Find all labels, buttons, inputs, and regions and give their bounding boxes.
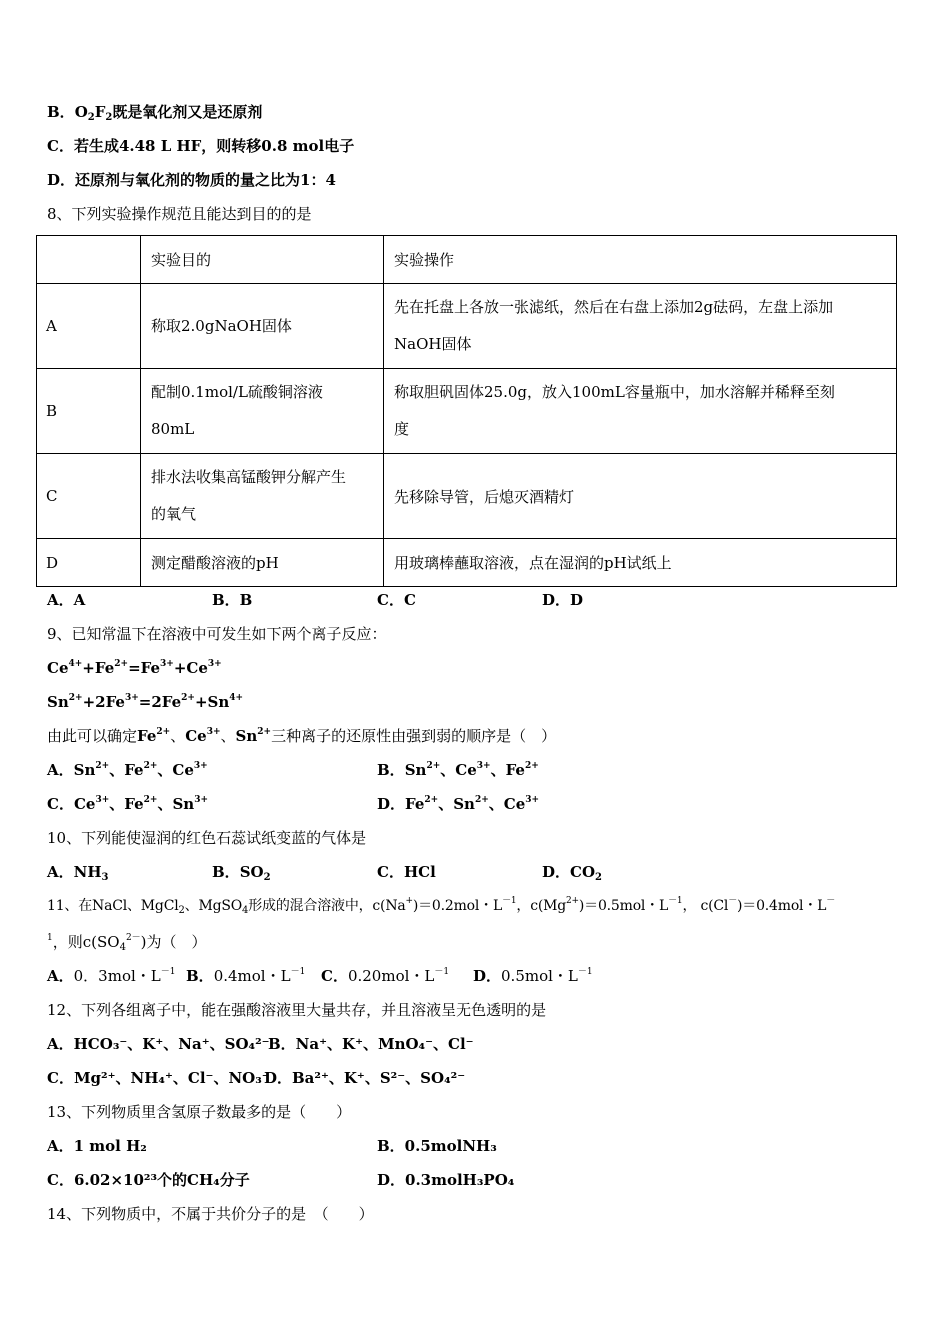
q13-option-b: B．0.5molNH₃ — [377, 1137, 497, 1155]
q12-option-b: B．Na⁺、K⁺、MnO₄⁻、Cl⁻ — [268, 1035, 474, 1053]
q12-stem: 12、下列各组离子中，能在强酸溶液里大量共存，并且溶液呈无色透明的是 — [47, 1001, 547, 1019]
q10-option-d: D．$CO_2$ — [542, 863, 602, 883]
row-operation: 先在托盘上各放一张滤纸，然后在右盘上添加2g砝码，左盘上添加 NaOH固体 — [394, 298, 834, 353]
row-purpose: 称取2.0gNaOH固体 — [151, 316, 292, 335]
q12-option-d: D．Ba²⁺、K⁺、S²⁻、SO₄²⁻ — [264, 1069, 466, 1087]
q14-stem: 14、下列物质中，不属于共价分子的是 （ ） — [47, 1205, 374, 1223]
q9-option-c: C．$Ce^{3+}$、$Fe^{2+}$、$Sn^{3+}$ — [47, 795, 209, 813]
q13-option-c: C．6.02×10²³个的CH₄分子 — [47, 1171, 250, 1189]
q8-table — [36, 235, 897, 587]
header-operation: 实验操作 — [394, 251, 455, 269]
row-key: A — [46, 317, 57, 335]
q10-option-c: C．HCl — [377, 863, 436, 881]
q12-option-a: A．HCO₃⁻、K⁺、Na⁺、SO₄²⁻ — [47, 1035, 270, 1053]
q8-option-d: D．D — [542, 591, 584, 609]
q9-equation-2: $Sn^{2+}+2Fe^{3+}=2Fe^{2+}+Sn^{4+}$ — [47, 693, 244, 711]
q9-option-d: D．$Fe^{2+}$、$Sn^{2+}$、$Ce^{3+}$ — [377, 795, 540, 813]
q8-option-b: B．B — [212, 591, 253, 609]
q11-option-c: C．0.20mol・$L^{-1}$ — [321, 967, 450, 985]
row-key: D — [46, 553, 59, 572]
q11-stem: 11、在NaCl、MgCl$_2$、MgSO$_4$形成的混合溶液中，c(Na+)＝0.2mol・$L^{-1}$，$c(Mg^{2+})=0.5mol$・$L^{-1}$， c(Cl－)＝0.4mol・L－ — [47, 896, 836, 916]
table-row — [37, 369, 897, 454]
q7-option-b: B．$O_2F_2$既是氧化剂又是还原剂 — [47, 103, 263, 123]
q9-stem: 9、已知常温下在溶液中可发生如下两个离子反应： — [47, 625, 387, 643]
q11-option-a: A．0．3mol・$L^{-1}$ — [47, 967, 176, 985]
q9-option-b: B．$Sn^{2+}$、$Ce^{3+}$、$Fe^{2+}$ — [377, 761, 539, 779]
q12-option-c: C．Mg²⁺、NH₄⁺、Cl⁻、NO₃⁻ — [47, 1069, 270, 1087]
q8-option-a: A．A — [47, 591, 86, 609]
q10-option-b: B．$SO_2$ — [212, 863, 271, 883]
q13-option-a: A．1 mol H₂ — [47, 1137, 147, 1155]
row-operation: 用玻璃棒蘸取溶液，点在湿润的pH试纸上 — [394, 554, 672, 572]
row-key: C — [46, 487, 58, 505]
row-key: B — [46, 402, 58, 420]
q11-option-b: B．0.4mol・$L^{-1}$ — [186, 967, 306, 985]
row-purpose: 排水法收集高锰酸钾分解产生 的氧气 — [151, 468, 347, 523]
row-operation: 先移除导管，后熄灭酒精灯 — [394, 487, 575, 506]
q11-option-d: D．0.5mol・$L^{-1}$ — [473, 967, 593, 985]
q7-option-c: C．若生成4.48 L HF，则转移0.8 mol电子 — [47, 137, 355, 155]
table-row — [37, 539, 897, 587]
q8-option-c: C．C — [377, 591, 416, 609]
header-purpose: 实验目的 — [151, 251, 212, 269]
q9-question: 由此可以确定$Fe^{2+}$、$Ce^{3+}$、$Sn^{2+}$三种离子的还原性由强到弱的顺序是（ ） — [47, 727, 557, 745]
row-operation: 称取胆矾固体25.0g，放入100mL容量瓶中，加水溶解并稀释至刻 度 — [394, 383, 835, 438]
q9-option-a: A．$Sn^{2+}$、$Fe^{2+}$、$Ce^{3+}$ — [47, 761, 208, 779]
q9-equation-1: $Ce^{4+}+Fe^{2+}=Fe^{3+}+Ce^{3+}$ — [47, 659, 222, 677]
q10-stem: 10、下列能使湿润的红色石蕊试纸变蓝的气体是 — [47, 829, 367, 847]
row-purpose: 测定醋酸溶液的pH — [151, 554, 279, 572]
row-purpose: 配制0.1mol/L硫酸铜溶液 80mL — [151, 383, 323, 438]
q11-stem-line2: $^1$，则$c(SO_4^{2-})$为（ ） — [47, 933, 207, 953]
q7-option-d: D．还原剂与氧化剂的物质的量之比为1：4 — [47, 171, 336, 189]
table-row — [37, 454, 897, 539]
q13-option-d: D．0.3molH₃PO₄ — [377, 1171, 515, 1189]
q13-stem: 13、下列物质里含氢原子数最多的是（ ） — [47, 1103, 352, 1121]
q10-option-a: A．$NH_3$ — [47, 863, 109, 883]
q8-stem: 8、下列实验操作规范且能达到目的的是 — [47, 205, 312, 223]
table-row — [37, 284, 897, 369]
